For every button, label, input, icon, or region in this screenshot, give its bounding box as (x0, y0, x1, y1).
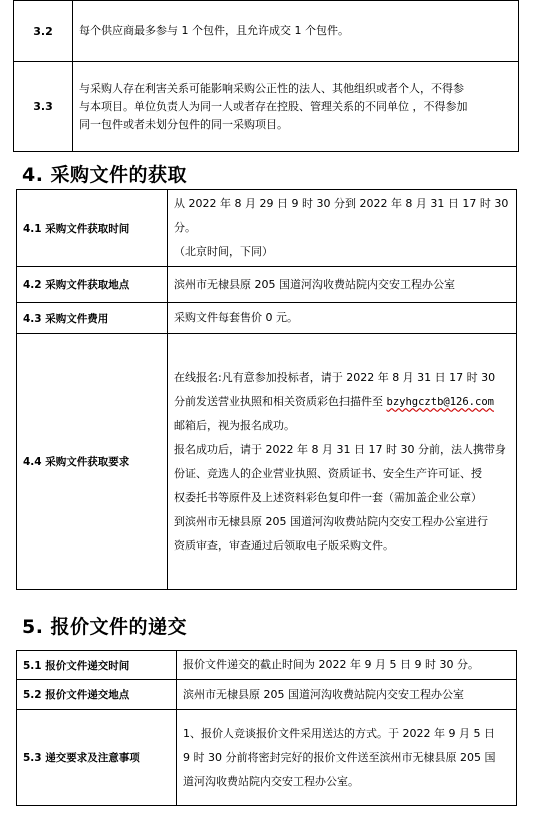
row-value (177, 710, 517, 806)
text-line: 与本项目。单位负责人为同一人或者存在控股、管理关系的不同单位 ，不得参加 (79, 99, 468, 113)
table-row (17, 680, 517, 710)
table-row (17, 334, 517, 590)
text-line: 报名成功后，请于 2022 年 8 月 31 日 17 时 30 分前，法人携带身 (174, 442, 506, 456)
table-row (17, 303, 517, 334)
row-label: 4.3 采购文件费用 (17, 303, 168, 334)
table-row (17, 710, 517, 806)
section-heading: 5. 报价文件的递交 (22, 616, 188, 638)
text-line: 从 2022 年 8 月 29 日 9 时 30 分到 2022 年 8 月 31 日 17 时 30 分。 (174, 197, 509, 234)
row-number: 3.3 (14, 62, 73, 152)
row-value (168, 190, 517, 267)
text-line: 1、报价人竞谈报价文件采用送达的方式。于 2022 年 9 月 5 日 (183, 726, 495, 740)
text-line: 在线报名:凡有意参加投标者，请于 2022 年 8 月 31 日 17 时 30 (174, 370, 496, 384)
row-number: 3.2 (14, 1, 73, 62)
row-label: 4.4 采购文件获取要求 (17, 334, 168, 590)
text-line (174, 390, 510, 414)
text-fragment: 分前发送营业执照和相关资质彩色扫描件至 (174, 394, 387, 408)
table-row (17, 651, 517, 680)
text-line: 与采购人存在利害关系可能影响采购公正性的法人、其他组织或者个人，不得参 (79, 81, 464, 95)
row-label: 5.2 报价文件递交地点 (17, 680, 177, 710)
section4-table (16, 189, 517, 590)
row-text (73, 62, 519, 152)
row-value: 采购文件每套售价 0 元。 (168, 303, 517, 334)
row-label: 5.3 递交要求及注意事项 (17, 710, 177, 806)
section-heading: 4. 采购文件的获取 (22, 164, 188, 186)
text-line: 同一包件或者未划分包件的同一采购项目。 (79, 117, 288, 131)
text-line: 9 时 30 分前将密封完好的报价文件送至滨州市无棣县原 205 国 (183, 750, 496, 764)
text-line: 资质审查，审查通过后领取电子版采购文件。 (174, 538, 394, 552)
email-address: bzyhgcztb@126.com (386, 395, 494, 408)
row-value (168, 334, 517, 590)
table-row (17, 267, 517, 303)
row-value: 滨州市无棣县原 205 国道河沟收费站院内交安工程办公室 (168, 267, 517, 303)
section5-table (16, 650, 517, 806)
section3-table (13, 0, 519, 152)
row-text: 每个供应商最多参与 1 个包件，且允许成交 1 个包件。 (73, 1, 519, 62)
row-label: 5.1 报价文件递交时间 (17, 651, 177, 680)
row-label: 4.2 采购文件获取地点 (17, 267, 168, 303)
row-label: 4.1 采购文件获取时间 (17, 190, 168, 267)
table-row (17, 190, 517, 267)
text-line: 到滨州市无棣县原 205 国道河沟收费站院内交安工程办公室进行 (174, 514, 488, 528)
text-line: 权委托书等原件及上述资料彩色复印件一套（需加盖企业公章） (174, 490, 482, 504)
text-line: 份证、竞选人的企业营业执照、资质证书、安全生产许可证、授 (174, 466, 482, 480)
table-row (14, 1, 519, 62)
text-line: （北京时间，下同） (174, 245, 273, 258)
row-value: 报价文件递交的截止时间为 2022 年 9 月 5 日 9 时 30 分。 (177, 651, 517, 680)
row-value: 滨州市无棣县原 205 国道河沟收费站院内交安工程办公室 (177, 680, 517, 710)
text-line: 道河沟收费站院内交安工程办公室。 (183, 774, 359, 788)
table-row (14, 62, 519, 152)
text-line: 邮箱后，视为报名成功。 (174, 418, 295, 432)
